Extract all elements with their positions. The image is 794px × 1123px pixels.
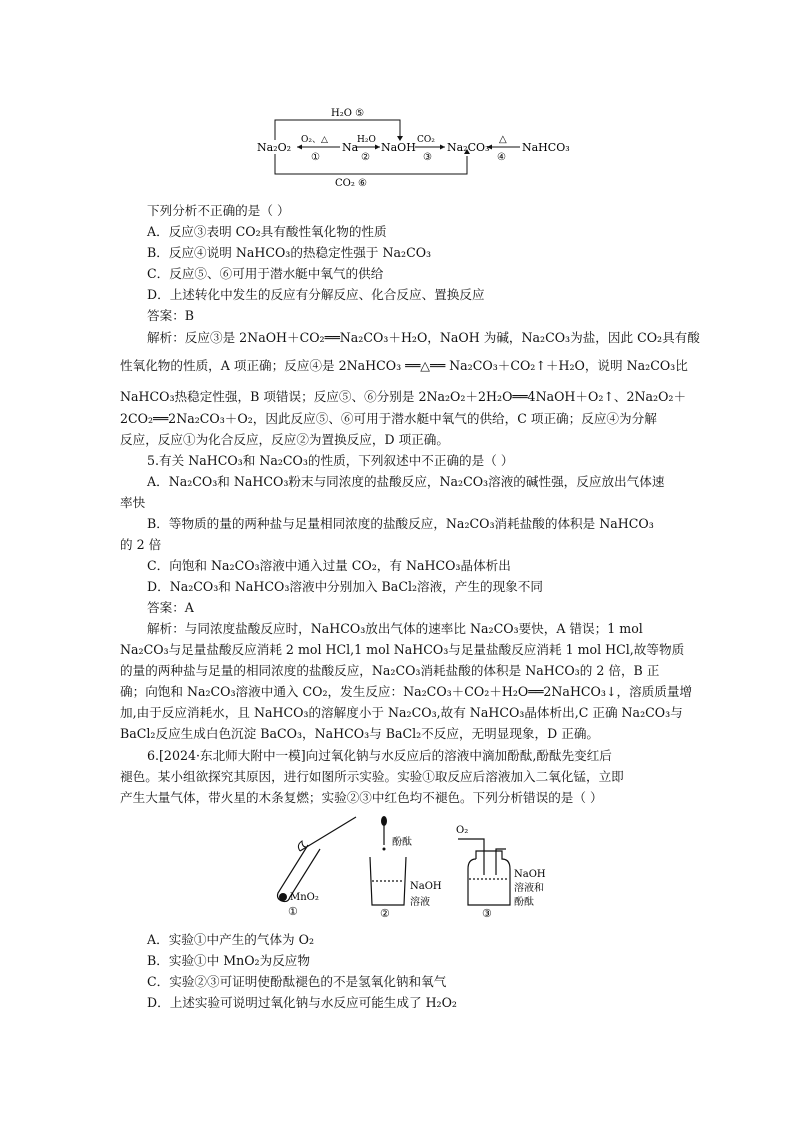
q5-option-a-cont: 率快 [120,495,146,510]
question-6-cont: 褪色。某小组欲探究其原因，进行如图所示实验。实验①取反应后溶液加入二氧化锰，立即 [120,769,624,784]
scheme-arrow4-num: ④ [497,152,506,163]
question-5: 5.有关 NaHCO₃和 Na₂CO₃的性质，下列叙述中不正确的是（ ） [147,453,514,468]
q5-analysis: BaCl₂反应生成白色沉淀 BaCO₃，NaHCO₃与 BaCl₂不反应，无明显现象，D 正确。 [120,726,600,741]
option-d: D．上述转化中发生的反应有分解反应、化合反应、置换反应 [147,287,485,302]
scheme-arrow3-num: ③ [423,152,432,163]
scheme-arrow1: O₂、△ [301,135,328,145]
q5-option-d: D．Na₂CO₃和 NaHCO₃溶液中分别加入 BaCl₂溶液，产生的现象不同 [147,579,543,594]
q5-option-b-cont: 的 2 倍 [120,537,162,552]
q5-analysis: 确；向饱和 Na₂CO₃溶液中通入 CO₂，发生反应：Na₂CO₃＋CO₂＋H₂O══2NaHCO₃↓，溶质质量增 [120,684,693,699]
scheme-bottom-label: CO₂ ⑥ [335,178,368,189]
question-6-cont: 产生大量气体，带火星的木条复燃；实验②③中红色均不褪色。下列分析错误的是（ ） [120,790,603,805]
option-a: A．反应③表明 CO₂具有酸性氧化物的性质 [147,224,387,239]
scheme-arrow3: CO₂ [417,135,435,145]
fig-phenol: 酚酞 [392,837,412,848]
dropper-bulb-icon [381,816,387,826]
fig-phenol-2: 酚酞 [514,897,534,908]
q6-option-c: C．实验②③可证明使酚酞褪色的不是氢氧化钠和氧气 [147,974,447,989]
gas-bottle-icon [458,839,510,905]
analysis-line: 反应，反应①为化合反应，反应②为置换反应，D 项正确。 [120,432,449,447]
scheme-naoh: NaOH [381,141,416,154]
fig-naoh-2: NaOH [514,869,546,880]
scheme-arrow2: H₂O [357,135,376,145]
q5-analysis: 加,由于反应消耗水，且 NaHCO₃的溶解度小于 Na₂CO₃,故有 NaHCO₃晶体析出,C 正确 Na₂CO₃与 [120,705,683,720]
analysis-line: 2CO₂══2Na₂CO₃＋O₂，因此反应⑤、⑥可用于潜水艇中氧气的供给，C 项正确；反应④为分解 [120,411,657,426]
scheme-top-label: H₂O ⑤ [331,108,365,119]
scheme-arrow4: △ [499,134,507,145]
fig-label-3: ③ [482,907,492,920]
fig-sol-2: 溶液和 [514,883,544,894]
q5-option-c: C．向饱和 Na₂CO₃溶液中通入过量 CO₂，有 NaHCO₃晶体析出 [147,558,511,573]
fig-label-1: ① [288,905,298,918]
question-prompt: 下列分析不正确的是（ ） [147,203,290,218]
q5-analysis: 的量的两种盐与足量的相同浓度的盐酸反应，Na₂CO₃消耗盐酸的体积是 NaHCO₃的 2 倍，B 正 [120,663,660,678]
experiment-figure [270,815,546,920]
scheme-arrow2-num: ② [361,152,370,163]
test-tube-icon [278,817,357,902]
analysis-line: 性氧化物的性质，A 项正确；反应④是 2NaHCO₃ ══△══ Na₂CO₃＋CO₂↑＋H₂O，说明 Na₂CO₃比 [120,358,688,373]
analysis-line: NaHCO₃热稳定性强，B 项错误；反应⑤、⑥分别是 2Na₂O₂＋2H₂O══4NaOH＋O₂↑、2Na₂O₂＋ [120,389,687,404]
q5-option-a: A．Na₂CO₃和 NaHCO₃粉末与同浓度的盐酸反应，Na₂CO₃溶液的碱性强，反应放出气体速 [147,474,665,489]
scheme-nahco3: NaHCO₃ [522,141,570,154]
fig-o2: O₂ [456,825,469,836]
mno2-powder-icon [279,893,287,901]
q5-analysis: 解析：与同浓度盐酸反应时，NaHCO₃放出气体的速率比 Na₂CO₃要快，A 错误；1 mol [147,621,643,636]
q5-answer: 答案：A [147,600,194,615]
question-6: 6.[2024·东北师大附中一模]向过氧化钠与水反应后的溶液中滴加酚酞,酚酞先变红后 [147,748,612,763]
answer: 答案：B [147,308,195,323]
scheme-na2co3: Na₂CO₃ [447,141,490,154]
scheme-arrow1-num: ① [311,152,320,163]
q6-option-a: A．实验①中产生的气体为 O₂ [147,932,315,947]
fig-label-2: ② [380,907,390,920]
option-c: C．反应⑤、⑥可用于潜水艇中氧气的供给 [147,266,384,281]
q5-analysis: Na₂CO₃与足量盐酸反应消耗 2 mol HCl,1 mol NaHCO₃与足量盐酸反应消耗 1 mol HCl,故等物质 [120,642,685,657]
analysis-line: 解析：反应③是 2NaOH＋CO₂══Na₂CO₃＋H₂O，NaOH 为碱，Na₂CO₃为盐，因此 CO₂具有酸 [147,330,700,345]
fig-sol-1: 溶液 [410,897,430,908]
scheme-na2o2: Na₂O₂ [257,141,292,154]
q6-option-d: D．上述实验可说明过氧化钠与水反应可能生成了 H₂O₂ [147,995,457,1010]
beaker-icon [370,857,406,905]
option-b: B．反应④说明 NaHCO₃的热稳定性强于 Na₂CO₃ [147,245,432,260]
scheme-na: Na [342,141,359,154]
q6-option-b: B．实验①中 MnO₂为反应物 [147,953,310,968]
fig-mno2: MnO₂ [290,892,319,903]
reaction-scheme [255,104,585,194]
fig-naoh-1: NaOH [410,881,442,892]
q5-option-b: B．等物质的量的两种盐与足量相同浓度的盐酸反应，Na₂CO₃消耗盐酸的体积是 NaHCO₃ [147,516,654,531]
